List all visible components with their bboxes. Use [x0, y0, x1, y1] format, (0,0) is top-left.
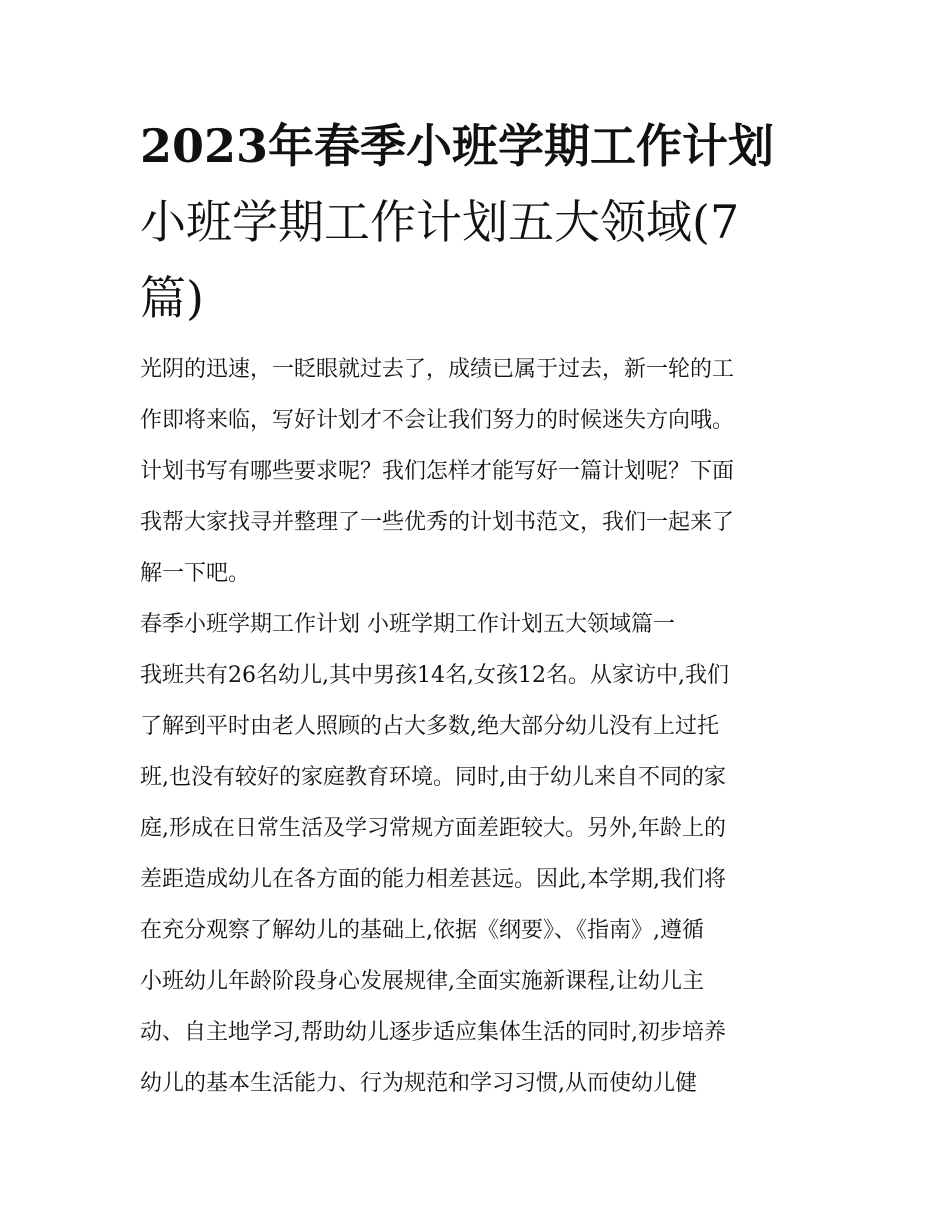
title-line: 篇): [140, 271, 204, 325]
section-line: 在充分观察了解幼儿的基础上,依据《纲要》、《指南》,遵循: [140, 918, 704, 943]
section-line: 动、自主地学习,帮助幼儿逐步适应集体生活的同时,初步培养: [140, 1020, 726, 1045]
intro-line: 计划书写有哪些要求呢？我们怎样才能写好一篇计划呢？下面: [140, 459, 735, 484]
intro-line: 我帮大家找寻并整理了一些优秀的计划书范文，我们一起来了: [140, 510, 735, 535]
section-heading: 春季小班学期工作计划 小班学期工作计划五大领域篇一: [140, 612, 675, 637]
section-line: 庭,形成在日常生活及学习常规方面差距较大。另外,年龄上的: [140, 816, 726, 841]
title-line: 2023年春季小班学期工作计划: [140, 119, 775, 173]
section-line: 了解到平时由老人照顾的占大多数,绝大部分幼儿没有上过托: [140, 714, 719, 739]
intro-line: 作即将来临，写好计划才不会让我们努力的时候迷失方向哦。: [140, 408, 735, 433]
section-line: 小班幼儿年龄阶段身心发展规律,全面实施新课程,让幼儿主: [140, 969, 704, 994]
document-title: [140, 108, 820, 336]
document-content: [140, 108, 820, 1109]
intro-line: 光阴的迅速，一眨眼就过去了，成绩已属于过去，新一轮的工: [140, 357, 735, 382]
section-line: 我班共有26名幼儿,其中男孩14名,女孩12名。从家访中,我们: [140, 663, 729, 688]
title-line: 小班学期工作计划五大领域(7: [140, 195, 740, 249]
intro-paragraph: [140, 344, 820, 599]
section-paragraph: [140, 650, 820, 1109]
document-body: [140, 344, 820, 1109]
section-line: 班,也没有较好的家庭教育环境。同时,由于幼儿来自不同的家: [140, 765, 726, 790]
intro-line: 解一下吧。: [140, 561, 251, 586]
section-line: 差距造成幼儿在各方面的能力相差甚远。因此,本学期,我们将: [140, 867, 726, 892]
section-line: 幼儿的基本生活能力、行为规范和学习习惯,从而使幼儿健: [140, 1071, 697, 1096]
